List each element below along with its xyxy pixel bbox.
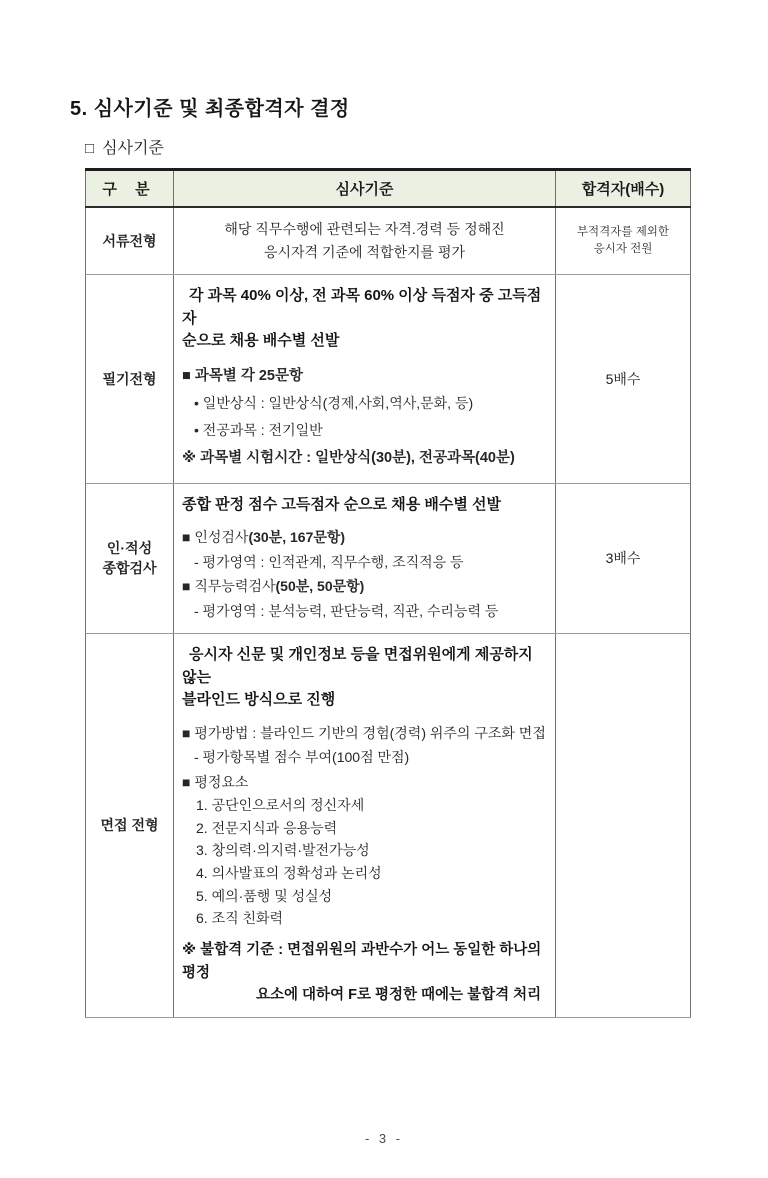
table-row-written-exam	[86, 275, 691, 484]
row-label: 서류전형	[86, 207, 174, 275]
criteria-subhead: ■ 평가방법 : 블라인드 기반의 경험(경력) 위주의 구조화 면접	[182, 724, 546, 741]
rating-factor: 5. 예의·품행 및 성실성	[196, 887, 333, 904]
criteria-cell	[174, 634, 556, 1017]
criteria-cell	[174, 483, 556, 634]
rating-factor: 1. 공단인으로서의 정신자세	[196, 797, 365, 814]
criteria-subhead: ■ 평정요소	[182, 773, 249, 790]
pass-cell	[556, 634, 691, 1017]
criteria-intro: 종합 판정 점수 고득점자 순으로 채용 배수별 선발	[182, 495, 501, 513]
subsection-heading	[85, 135, 768, 158]
table-row-interview	[86, 634, 691, 1017]
pass-text: 응시자 전원	[593, 242, 653, 255]
criteria-text: 응시자격 기준에 적합한지를 평가	[263, 243, 465, 260]
criteria-bullet: • 일반상식 : 일반상식(경제,사회,역사,문화, 등)	[194, 394, 474, 411]
criteria-bullet: - 평가영역 : 분석능력, 판단능력, 직관, 수리능력 등	[194, 602, 499, 619]
table-row-aptitude-test	[86, 483, 691, 634]
header-pass-multiple: 합격자(배수)	[556, 170, 691, 207]
criteria-bullet: - 평가항목별 점수 부여(100점 만점)	[194, 749, 410, 766]
square-bullet-icon: □	[85, 141, 95, 157]
test-detail: (30분, 167문항)	[248, 529, 346, 546]
rating-factor: 3. 창의력·의지력·발전가능성	[196, 842, 370, 859]
table-header-row	[86, 170, 691, 207]
section-title: 5. 심사기준 및 최종합격자 결정	[70, 98, 350, 120]
criteria-text: 해당 직무수행에 관련되는 자격.경력 등 정해진	[224, 221, 505, 238]
pass-cell	[556, 207, 691, 275]
criteria-note: ※ 과목별 시험시간 : 일반상식(30분), 전공과목(40분)	[182, 450, 515, 467]
subsection-label: 심사기준	[102, 140, 164, 157]
page-number: - 3 -	[364, 1131, 404, 1146]
row-label-line: 인·적성	[106, 540, 153, 557]
row-label: 필기전형	[86, 275, 174, 484]
fail-note-line: 요소에 대하여 F로 평정한 때에는 불합격 처리	[256, 987, 542, 1004]
rating-factor: 4. 의사발표의 정확성과 논리성	[196, 865, 382, 882]
criteria-subhead: ■ 과목별 각 25문항	[182, 367, 304, 384]
header-category: 구 분	[86, 170, 174, 207]
criteria-subhead	[182, 574, 547, 599]
fail-criteria-note	[182, 939, 547, 1006]
criteria-cell	[174, 207, 556, 275]
test-name: ■ 직무능력검사	[182, 578, 276, 595]
criteria-intro: 응시자 신문 및 개인정보 등을 면접위원에게 제공하지 않는	[182, 646, 533, 686]
test-detail: (50분, 50문항)	[275, 578, 365, 595]
header-criteria: 심사기준	[174, 170, 556, 207]
criteria-table	[85, 168, 691, 1018]
pass-cell: 5배수	[556, 275, 691, 484]
criteria-intro: 각 과목 40% 이상, 전 과목 60% 이상 득점자 중 고득점자	[182, 287, 542, 327]
criteria-cell	[174, 275, 556, 484]
criteria-intro: 순으로 채용 배수별 선발	[182, 332, 340, 349]
document-page	[0, 92, 768, 1178]
table-row-document-screening	[86, 207, 691, 275]
test-name: ■ 인성검사	[182, 529, 249, 546]
rating-factor: 2. 전문지식과 응용능력	[196, 819, 338, 836]
pass-cell: 3배수	[556, 483, 691, 634]
pass-text: 부적격자를 제외한	[576, 226, 670, 239]
rating-factor: 6. 조직 친화력	[196, 910, 284, 927]
criteria-subhead	[182, 525, 547, 550]
criteria-intro: 블라인드 방식으로 진행	[182, 691, 336, 709]
row-label-line: 종합검사	[102, 560, 157, 577]
row-label	[86, 483, 174, 634]
criteria-bullet: - 평가영역 : 인적관계, 직무수행, 조직적응 등	[194, 553, 464, 570]
row-label: 면접 전형	[86, 634, 174, 1017]
criteria-bullet: • 전공과목 : 전기일반	[194, 422, 323, 439]
fail-note-line: ※ 불합격 기준 : 면접위원의 과반수가 어느 동일한 하나의 평정	[182, 942, 542, 981]
